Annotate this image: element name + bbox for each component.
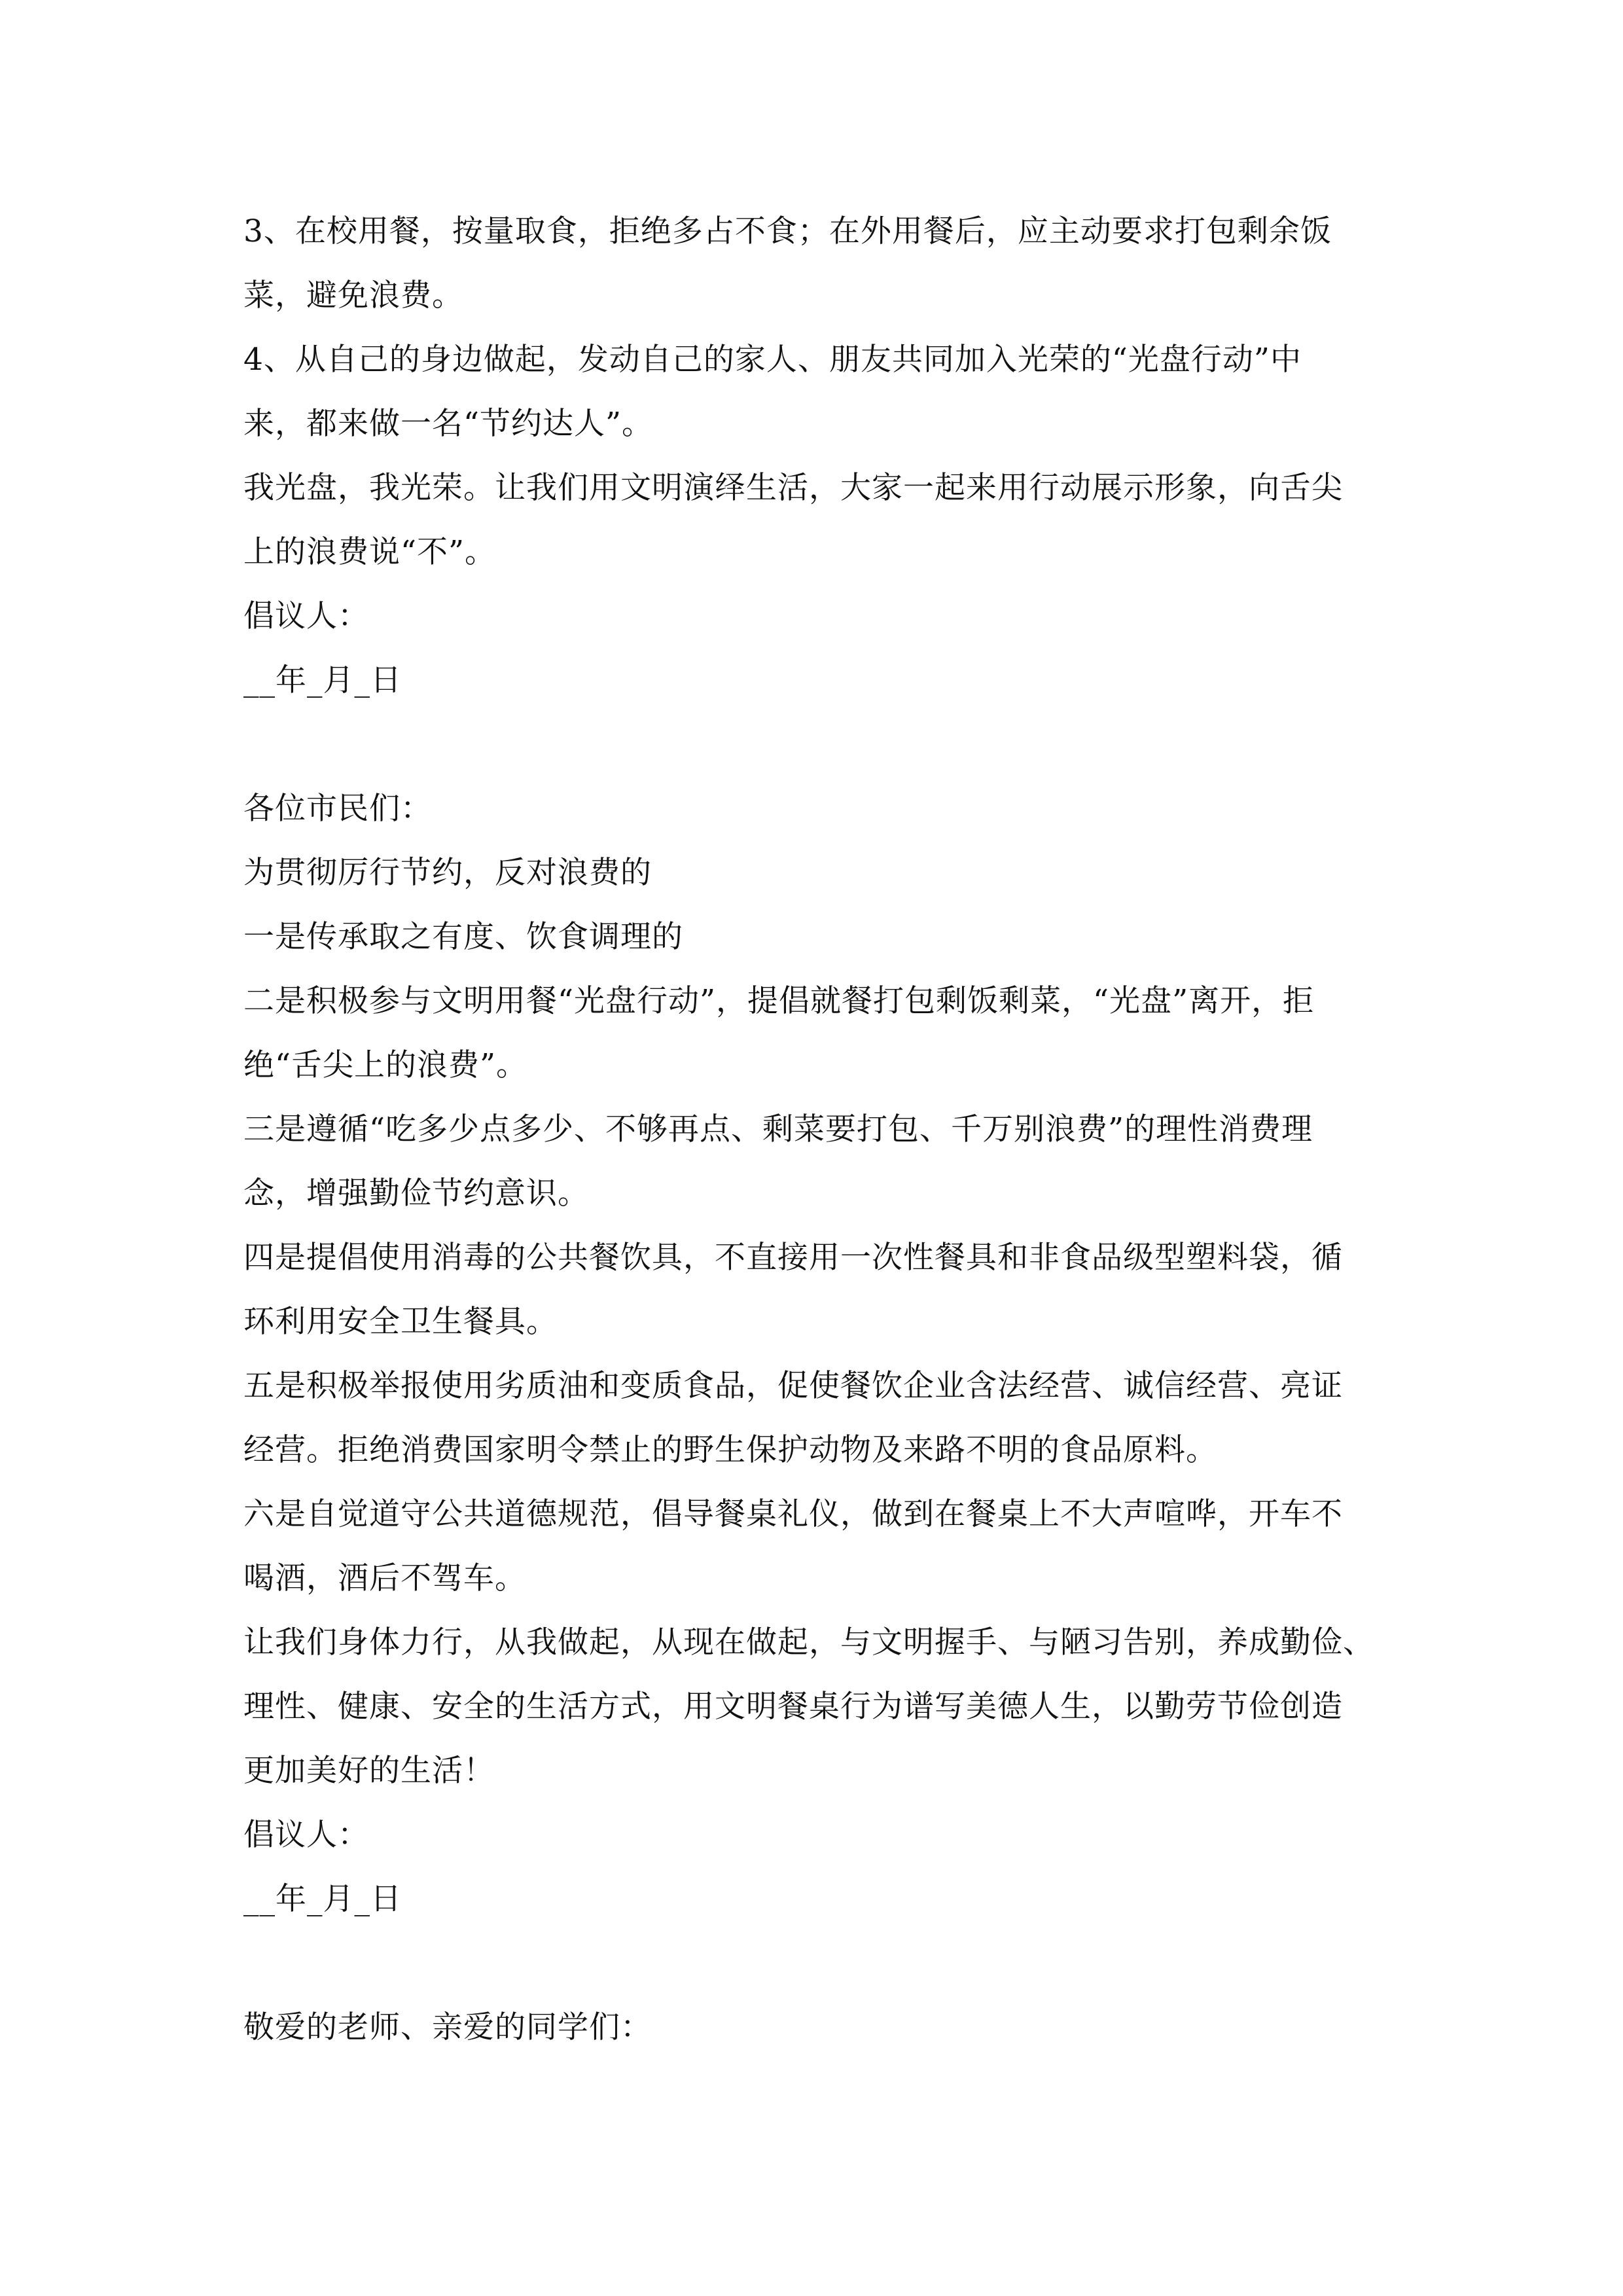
paragraph-line: 更加美好的生活！ [243, 1753, 495, 1789]
date-line: __年_月_日 [243, 662, 402, 698]
paragraph-line: 为贯彻厉行节约，反对浪费的 [243, 855, 652, 891]
paragraph-line: 4、从自己的身边做起，发动自己的家人、朋友共同加入光荣的“光盘行动”中 [243, 342, 1302, 378]
section-gap [243, 1931, 1385, 1996]
paragraph-line: 理性、健康、安全的生活方式，用文明餐桌行为谱写美德人生，以勤劳节俭创造 [243, 1689, 1343, 1725]
paragraph-line: 一是传承取之有度、饮食调理的 [243, 919, 683, 955]
paragraph-line: 喝酒，酒后不驾车。 [243, 1560, 526, 1596]
section-gap [243, 713, 1385, 777]
paragraph-line: 来，都来做一名“节约达人”。 [243, 406, 654, 442]
date-line: __年_月_日 [243, 1881, 402, 1917]
salutation: 敬爱的老师、亲爱的同学们： [243, 2009, 652, 2045]
paragraph-line: 我光盘，我光荣。让我们用文明演绎生活，大家一起来用行动展示形象，向舌尖 [243, 470, 1343, 506]
paragraph-line: 念，增强勤俭节约意识。 [243, 1175, 589, 1211]
signature-label: 倡议人： [243, 1817, 369, 1853]
paragraph-line: 让我们身体力行，从我做起，从现在做起，与文明握手、与陋习告别，养成勤俭、 [243, 1624, 1374, 1660]
paragraph-line: 经营。拒绝消费国家明令禁止的野生保护动物及来路不明的食品原料。 [243, 1432, 1217, 1468]
paragraph-line: 环利用安全卫生餐具。 [243, 1304, 558, 1340]
paragraph-line: 绝“舌尖上的浪费”。 [243, 1047, 528, 1083]
salutation: 各位市民们： [243, 791, 432, 827]
paragraph-line: 五是积极举报使用劣质油和变质食品，促使餐饮企业含法经营、诚信经营、亮证 [243, 1368, 1343, 1404]
paragraph-line: 菜，避免浪费。 [243, 278, 463, 314]
signature-label: 倡议人： [243, 598, 369, 634]
paragraph-line: 三是遵循“吃多少点多少、不够再点、剩菜要打包、千万别浪费”的理性消费理 [243, 1111, 1313, 1147]
paragraph-line: 四是提倡使用消毒的公共餐饮具，不直接用一次性餐具和非食品级型塑料袋，循 [243, 1240, 1343, 1276]
document-body [243, 200, 1385, 2060]
paragraph-line: 六是自觉道守公共道德规范，倡导餐桌礼仪，做到在餐桌上不大声喧哗，开车不 [243, 1496, 1343, 1532]
paragraph-line: 上的浪费说“不”。 [243, 534, 497, 570]
paragraph-line: 二是积极参与文明用餐“光盘行动”，提倡就餐打包剩饭剩菜，“光盘”离开，拒 [243, 983, 1315, 1019]
paragraph-line: 3、在校用餐，按量取食，拒绝多占不食；在外用餐后，应主动要求打包剩余饭 [243, 213, 1332, 249]
